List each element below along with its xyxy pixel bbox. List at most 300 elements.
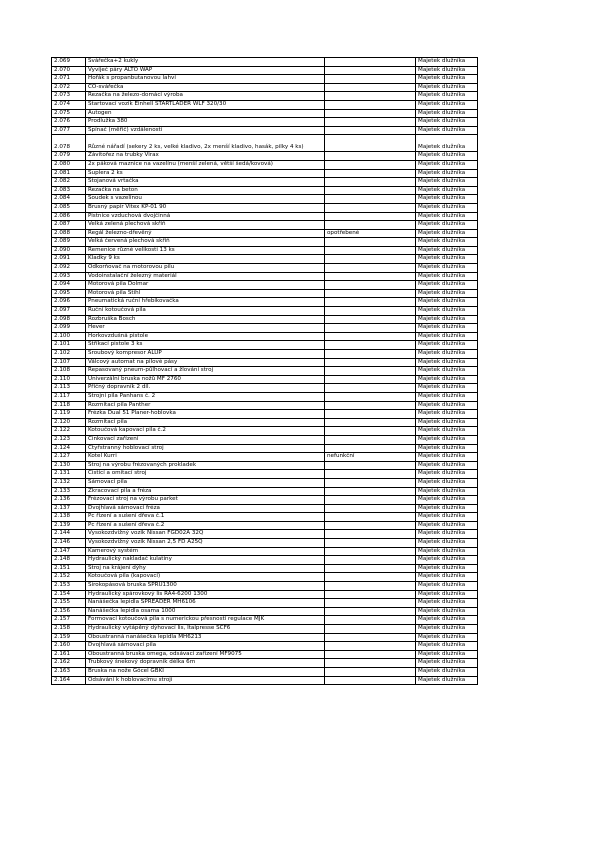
table-row <box>52 496 478 505</box>
item-status-cell: Majetek dlužníka <box>416 229 478 238</box>
item-status-cell: Majetek dlužníka <box>416 272 478 281</box>
item-name-cell: Čtyřstranný hoblovací stroj <box>86 444 325 453</box>
item-name-cell: Zkracovací pila a fréza <box>86 487 325 496</box>
item-note-cell <box>325 58 416 67</box>
item-status-cell: Majetek dlužníka <box>416 100 478 109</box>
item-number-cell: 2.164 <box>52 676 86 685</box>
item-note-cell <box>325 659 416 668</box>
item-name-cell: Stroj na krájení dýhy <box>86 564 325 573</box>
item-status-cell: Majetek dlužníka <box>416 375 478 384</box>
item-note-cell <box>325 564 416 573</box>
item-note-cell <box>325 255 416 264</box>
item-status-cell: Majetek dlužníka <box>416 367 478 376</box>
item-name-cell: CO-svářečka <box>86 83 325 92</box>
item-status-cell: Majetek dlužníka <box>416 169 478 178</box>
item-note-cell <box>325 504 416 513</box>
item-number-cell: 2.131 <box>52 470 86 479</box>
item-name-cell: Autogen <box>86 109 325 118</box>
item-number-cell: 2.107 <box>52 358 86 367</box>
item-number-cell: 2.130 <box>52 461 86 470</box>
item-status-cell: Majetek dlužníka <box>416 289 478 298</box>
item-note-cell <box>325 75 416 84</box>
item-number-cell: 2.084 <box>52 195 86 204</box>
item-note-cell <box>325 83 416 92</box>
table-row <box>52 358 478 367</box>
item-status-cell: Majetek dlužníka <box>416 341 478 350</box>
item-number-cell: 2.076 <box>52 118 86 127</box>
item-status-cell: Majetek dlužníka <box>416 315 478 324</box>
item-number-cell: 2.071 <box>52 75 86 84</box>
item-status-cell: Majetek dlužníka <box>416 221 478 230</box>
item-number-cell: 2.120 <box>52 418 86 427</box>
item-status-cell: Majetek dlužníka <box>416 281 478 290</box>
item-number-cell: 2.122 <box>52 427 86 436</box>
item-name-cell: Pistnice vzduchová dvojčinná <box>86 212 325 221</box>
table-row <box>52 83 478 92</box>
item-note-cell <box>325 573 416 582</box>
item-status-cell: Majetek dlužníka <box>416 582 478 591</box>
item-status-cell: Majetek dlužníka <box>416 461 478 470</box>
item-name-cell: Strojní pila Panhans č. 2 <box>86 392 325 401</box>
table-row <box>52 324 478 333</box>
table-row <box>52 212 478 221</box>
item-note-cell <box>325 401 416 410</box>
table-row <box>52 169 478 178</box>
item-number-cell: 2.127 <box>52 453 86 462</box>
table-row <box>52 478 478 487</box>
item-status-cell: Majetek dlužníka <box>416 178 478 187</box>
table-row <box>52 332 478 341</box>
item-number-cell: 2.160 <box>52 642 86 651</box>
item-number-cell: 2.108 <box>52 367 86 376</box>
item-status-cell: Majetek dlužníka <box>416 109 478 118</box>
item-number-cell: 2.155 <box>52 599 86 608</box>
item-status-cell: Majetek dlužníka <box>416 650 478 659</box>
item-number-cell: 2.097 <box>52 307 86 316</box>
item-name-cell: Formovací kotoučová pila s numerickou přesností regulace MJK <box>86 616 325 625</box>
item-note-cell <box>325 169 416 178</box>
item-status-cell: Majetek dlužníka <box>416 298 478 307</box>
item-number-cell: 2.101 <box>52 341 86 350</box>
item-number-cell: 2.153 <box>52 582 86 591</box>
table-row <box>52 504 478 513</box>
item-name-cell: Ruční kotoučová pila <box>86 307 325 316</box>
item-number-cell: 2.073 <box>52 92 86 101</box>
item-status-cell: Majetek dlužníka <box>416 203 478 212</box>
item-status-cell: Majetek dlužníka <box>416 659 478 668</box>
item-status-cell: Majetek dlužníka <box>416 264 478 273</box>
item-status-cell: Majetek dlužníka <box>416 392 478 401</box>
item-name-cell: Řemenice různé velikosti 13 ks <box>86 246 325 255</box>
item-status-cell: Majetek dlužníka <box>416 435 478 444</box>
item-status-cell: Majetek dlužníka <box>416 58 478 67</box>
item-note-cell <box>325 590 416 599</box>
item-note-cell <box>325 667 416 676</box>
item-status-cell: Majetek dlužníka <box>416 513 478 522</box>
item-number-cell: 2.092 <box>52 264 86 273</box>
item-name-cell: Nanášečka lepidla osama 1000 <box>86 607 325 616</box>
item-number-cell: 2.133 <box>52 487 86 496</box>
item-name-cell: Svářečka+2 kukly <box>86 58 325 67</box>
item-status-cell: Majetek dlužníka <box>416 573 478 582</box>
item-note-cell <box>325 539 416 548</box>
item-number-cell: 2.080 <box>52 160 86 169</box>
item-number-cell: 2.086 <box>52 212 86 221</box>
item-number-cell: 2.124 <box>52 444 86 453</box>
table-row <box>52 461 478 470</box>
item-number-cell: 2.157 <box>52 616 86 625</box>
table-row <box>52 367 478 376</box>
item-number-cell: 2.138 <box>52 513 86 522</box>
item-note-cell <box>325 281 416 290</box>
item-number-cell: 2.077 <box>52 126 86 135</box>
table-row <box>52 152 478 161</box>
item-number-cell: 2.110 <box>52 375 86 384</box>
asset-list-page <box>51 57 478 685</box>
item-name-cell: Univerzální bruska nožů MF 2760 <box>86 375 325 384</box>
item-note-cell <box>325 487 416 496</box>
item-status-cell: Majetek dlužníka <box>416 642 478 651</box>
item-note-cell <box>325 625 416 634</box>
item-number-cell: 2.074 <box>52 100 86 109</box>
item-number-cell: 2.113 <box>52 384 86 393</box>
item-number-cell: 2.091 <box>52 255 86 264</box>
table-row <box>52 582 478 591</box>
item-name-cell: Nanášečka lepidla SPREADER MH6106 <box>86 599 325 608</box>
item-note-cell <box>325 513 416 522</box>
item-status-cell: Majetek dlužníka <box>416 152 478 161</box>
item-number-cell: 2.144 <box>52 530 86 539</box>
table-row <box>52 564 478 573</box>
table-row <box>52 435 478 444</box>
table-row <box>52 599 478 608</box>
item-name-cell: Odsávání k hoblovacímu stroji <box>86 676 325 685</box>
item-note-cell <box>325 118 416 127</box>
item-status-cell: Majetek dlužníka <box>416 307 478 316</box>
item-note-cell <box>325 435 416 444</box>
item-number-cell: 2.119 <box>52 410 86 419</box>
item-status-cell: Majetek dlužníka <box>416 118 478 127</box>
table-row <box>52 667 478 676</box>
item-name-cell: Vysokozdvižný vozík Nissan FGD02A 32Q <box>86 530 325 539</box>
item-name-cell: Spínač (měřič) vzdálenosti <box>86 126 325 135</box>
item-name-cell: Vyvíječ páry ALTO WAP <box>86 66 325 75</box>
item-status-cell: Majetek dlužníka <box>416 633 478 642</box>
item-status-cell: Majetek dlužníka <box>416 564 478 573</box>
item-number-cell: 2.152 <box>52 573 86 582</box>
table-row <box>52 676 478 685</box>
item-number-cell: 2.081 <box>52 169 86 178</box>
item-note-cell <box>325 521 416 530</box>
item-name-cell: Pc řízení a sušení dřeva č.2 <box>86 521 325 530</box>
table-row <box>52 556 478 565</box>
item-name-cell: Hydraulický spárovkový lis RA4-6200 1300 <box>86 590 325 599</box>
item-number-cell: 2.118 <box>52 401 86 410</box>
item-note-cell <box>325 384 416 393</box>
item-name-cell: Kladky 9 ks <box>86 255 325 264</box>
item-note-cell <box>325 135 416 152</box>
item-status-cell: Majetek dlužníka <box>416 92 478 101</box>
item-name-cell: Dvojhlavá sámovací fréza <box>86 504 325 513</box>
item-name-cell: Závitořez na trubky Virax <box>86 152 325 161</box>
item-status-cell: Majetek dlužníka <box>416 238 478 247</box>
item-name-cell: Stříkací pistole 3 ks <box>86 341 325 350</box>
item-note-cell <box>325 238 416 247</box>
item-note-cell <box>325 160 416 169</box>
table-row <box>52 453 478 462</box>
item-name-cell: Různé nářadí (sekery 2 ks, velké kladivo, 2x menší kladivo, hasák, pilky 4 ks) <box>86 135 325 152</box>
item-status-cell: Majetek dlužníka <box>416 135 478 152</box>
item-name-cell: Rozmítací pila <box>86 418 325 427</box>
item-note-cell <box>325 444 416 453</box>
item-name-cell: Kotoučová kapovací pila č.2 <box>86 427 325 436</box>
table-row <box>52 427 478 436</box>
item-note-cell <box>325 324 416 333</box>
item-name-cell: Dvojhlavá sámovací pila <box>86 642 325 651</box>
item-note-cell <box>325 676 416 685</box>
item-name-cell: Čistící a omítací stroj <box>86 470 325 479</box>
item-note-cell <box>325 530 416 539</box>
item-note-cell <box>325 264 416 273</box>
item-status-cell: Majetek dlužníka <box>416 384 478 393</box>
table-row <box>52 203 478 212</box>
table-row <box>52 401 478 410</box>
table-row <box>52 470 478 479</box>
table-row <box>52 547 478 556</box>
item-note-cell <box>325 582 416 591</box>
item-number-cell: 2.087 <box>52 221 86 230</box>
item-status-cell: Majetek dlužníka <box>416 444 478 453</box>
item-number-cell: 2.099 <box>52 324 86 333</box>
item-note-cell <box>325 350 416 359</box>
table-row <box>52 625 478 634</box>
table-row <box>52 118 478 127</box>
item-note-cell <box>325 126 416 135</box>
item-name-cell: Kotoučová pila (kapovací) <box>86 573 325 582</box>
item-number-cell: 2.156 <box>52 607 86 616</box>
item-name-cell: Velká zelená plechová skříň <box>86 221 325 230</box>
table-row <box>52 58 478 67</box>
table-row <box>52 590 478 599</box>
item-name-cell: Soudek s vazelínou <box>86 195 325 204</box>
item-name-cell: 2x páková maznice na vazelínu (menší zelená, větší šedá/kovová) <box>86 160 325 169</box>
item-status-cell: Majetek dlužníka <box>416 350 478 359</box>
item-note-cell <box>325 367 416 376</box>
table-row <box>52 487 478 496</box>
item-name-cell: Brusný papír Vitex KP-01 90 <box>86 203 325 212</box>
item-number-cell: 2.079 <box>52 152 86 161</box>
item-note-cell <box>325 109 416 118</box>
item-name-cell: Vysokozdvižný vozík Nissan 2,5 FD A25Q <box>86 539 325 548</box>
item-name-cell: Hever <box>86 324 325 333</box>
item-note-cell <box>325 358 416 367</box>
item-status-cell: Majetek dlužníka <box>416 418 478 427</box>
item-name-cell: Pc řízení a sušení dřeva č.1 <box>86 513 325 522</box>
item-note-cell <box>325 392 416 401</box>
item-note-cell <box>325 315 416 324</box>
item-name-cell: Suplera 2 ks <box>86 169 325 178</box>
table-row <box>52 642 478 651</box>
table-row <box>52 109 478 118</box>
item-name-cell: Bruska na nože Gőcel GBKI <box>86 667 325 676</box>
table-row <box>52 238 478 247</box>
item-note-cell <box>325 642 416 651</box>
item-status-cell: Majetek dlužníka <box>416 75 478 84</box>
item-number-cell: 2.083 <box>52 186 86 195</box>
table-row <box>52 75 478 84</box>
item-number-cell: 2.151 <box>52 564 86 573</box>
item-number-cell: 2.159 <box>52 633 86 642</box>
item-status-cell: Majetek dlužníka <box>416 453 478 462</box>
item-note-cell <box>325 427 416 436</box>
table-row <box>52 315 478 324</box>
item-status-cell: Majetek dlužníka <box>416 126 478 135</box>
item-number-cell: 2.146 <box>52 539 86 548</box>
item-name-cell: Příčný dopravník 2 díl. <box>86 384 325 393</box>
item-number-cell: 2.148 <box>52 556 86 565</box>
item-note-cell <box>325 307 416 316</box>
item-note-cell <box>325 92 416 101</box>
item-note-cell <box>325 556 416 565</box>
item-number-cell: 2.102 <box>52 350 86 359</box>
table-row <box>52 659 478 668</box>
item-note-cell <box>325 332 416 341</box>
table-row <box>52 289 478 298</box>
item-name-cell: Horkovzdušná pistole <box>86 332 325 341</box>
table-row <box>52 616 478 625</box>
item-number-cell: 2.078 <box>52 135 86 152</box>
item-number-cell: 2.139 <box>52 521 86 530</box>
item-number-cell: 2.095 <box>52 289 86 298</box>
item-status-cell: Majetek dlužníka <box>416 478 478 487</box>
item-name-cell: Hydraulický nakladač kulatiny <box>86 556 325 565</box>
item-number-cell: 2.094 <box>52 281 86 290</box>
item-status-cell: Majetek dlužníka <box>416 676 478 685</box>
item-number-cell: 2.072 <box>52 83 86 92</box>
item-note-cell <box>325 547 416 556</box>
item-status-cell: Majetek dlužníka <box>416 246 478 255</box>
item-note-cell <box>325 650 416 659</box>
table-row <box>52 650 478 659</box>
table-row <box>52 298 478 307</box>
item-status-cell: Majetek dlužníka <box>416 332 478 341</box>
item-note-cell <box>325 616 416 625</box>
item-status-cell: Majetek dlužníka <box>416 521 478 530</box>
table-row <box>52 272 478 281</box>
item-note-cell <box>325 418 416 427</box>
item-number-cell: 2.136 <box>52 496 86 505</box>
table-row <box>52 195 478 204</box>
item-number-cell: 2.147 <box>52 547 86 556</box>
asset-table-body <box>52 58 478 685</box>
item-note-cell <box>325 410 416 419</box>
item-status-cell: Majetek dlužníka <box>416 590 478 599</box>
table-row <box>52 418 478 427</box>
item-name-cell: Velká červená plechová skříň <box>86 238 325 247</box>
item-note-cell: nefunkční <box>325 453 416 462</box>
item-status-cell: Majetek dlužníka <box>416 496 478 505</box>
table-row <box>52 607 478 616</box>
table-row <box>52 410 478 419</box>
table-row <box>52 229 478 238</box>
item-name-cell: Motorová pila Stihl <box>86 289 325 298</box>
item-name-cell: Kamerový systém <box>86 547 325 556</box>
table-row <box>52 521 478 530</box>
table-row <box>52 392 478 401</box>
item-number-cell: 2.123 <box>52 435 86 444</box>
item-note-cell <box>325 221 416 230</box>
table-row <box>52 384 478 393</box>
item-note-cell <box>325 272 416 281</box>
asset-table <box>51 57 478 685</box>
item-name-cell: Trubkový šnekový dopravník délka 6m <box>86 659 325 668</box>
item-status-cell: Majetek dlužníka <box>416 186 478 195</box>
item-name-cell: Kotel Kurri <box>86 453 325 462</box>
item-name-cell: Stroj na výrobu frézovaných prokladek <box>86 461 325 470</box>
item-status-cell: Majetek dlužníka <box>416 667 478 676</box>
table-row <box>52 530 478 539</box>
item-note-cell <box>325 496 416 505</box>
item-note-cell <box>325 289 416 298</box>
item-name-cell: Prodlužka 380 <box>86 118 325 127</box>
table-row <box>52 160 478 169</box>
item-number-cell: 2.117 <box>52 392 86 401</box>
item-number-cell: 2.137 <box>52 504 86 513</box>
item-number-cell: 2.089 <box>52 238 86 247</box>
item-status-cell: Majetek dlužníka <box>416 556 478 565</box>
item-name-cell: Frézovací stroj na výrobu parket <box>86 496 325 505</box>
item-status-cell: Majetek dlužníka <box>416 160 478 169</box>
item-status-cell: Majetek dlužníka <box>416 195 478 204</box>
item-name-cell: Odkorňovač na motorovou pilu <box>86 264 325 273</box>
item-name-cell: Vodoinstalační železný materiál <box>86 272 325 281</box>
item-note-cell: opotřebené <box>325 229 416 238</box>
item-name-cell: Hydraulický vytápěný dýhovací lis, Italpresse SCF6 <box>86 625 325 634</box>
item-number-cell: 2.085 <box>52 203 86 212</box>
item-name-cell: Válcový automat na pilové pásy <box>86 358 325 367</box>
item-status-cell: Majetek dlužníka <box>416 530 478 539</box>
item-status-cell: Majetek dlužníka <box>416 616 478 625</box>
table-row <box>52 573 478 582</box>
item-name-cell: Frézka Dual 51 Planer-hoblovka <box>86 410 325 419</box>
item-status-cell: Majetek dlužníka <box>416 504 478 513</box>
item-status-cell: Majetek dlužníka <box>416 212 478 221</box>
item-status-cell: Majetek dlužníka <box>416 607 478 616</box>
table-row <box>52 281 478 290</box>
item-status-cell: Majetek dlužníka <box>416 66 478 75</box>
table-row <box>52 221 478 230</box>
item-number-cell: 2.075 <box>52 109 86 118</box>
item-name-cell: Širokopásová bruska SPRU1300 <box>86 582 325 591</box>
item-note-cell <box>325 186 416 195</box>
item-name-cell: Oboustranná nanášečka lepidla MH6213 <box>86 633 325 642</box>
item-number-cell: 2.163 <box>52 667 86 676</box>
item-number-cell: 2.162 <box>52 659 86 668</box>
item-note-cell <box>325 599 416 608</box>
table-row <box>52 100 478 109</box>
item-status-cell: Majetek dlužníka <box>416 255 478 264</box>
item-note-cell <box>325 203 416 212</box>
item-status-cell: Majetek dlužníka <box>416 427 478 436</box>
table-row <box>52 92 478 101</box>
item-number-cell: 2.132 <box>52 478 86 487</box>
item-status-cell: Majetek dlužníka <box>416 324 478 333</box>
item-name-cell: Rozmítací pila Panther <box>86 401 325 410</box>
table-row <box>52 66 478 75</box>
table-row <box>52 178 478 187</box>
table-row <box>52 633 478 642</box>
item-status-cell: Majetek dlužníka <box>416 625 478 634</box>
